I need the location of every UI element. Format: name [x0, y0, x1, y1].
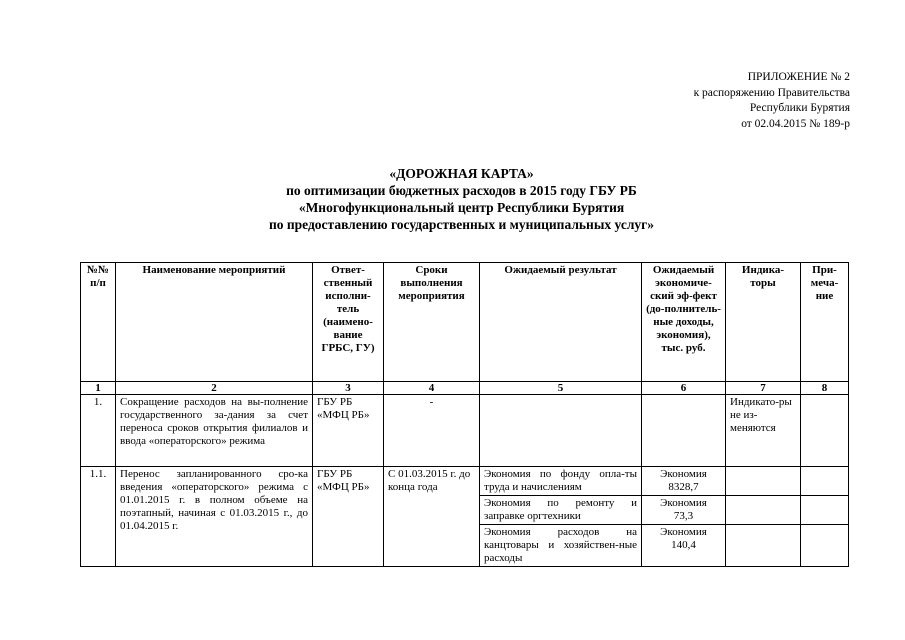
row-indicators: Индикато-ры не из-меняются — [726, 395, 801, 467]
row-indicators — [726, 496, 801, 525]
roadmap-table — [80, 262, 849, 567]
effect-label: Экономия — [660, 497, 707, 509]
row-num: 1.1. — [81, 467, 116, 567]
row-result — [480, 395, 642, 467]
effect-value: 140,4 — [671, 539, 696, 551]
appendix-block — [694, 70, 850, 132]
header-responsible: Ответ-ственный исполни-тель (наимено-вание ГРБС, ГУ) — [313, 263, 384, 382]
row-responsible: ГБУ РБ «МФЦ РБ» — [313, 467, 384, 567]
row-effect — [642, 496, 726, 525]
column-number: 4 — [384, 382, 480, 395]
row-name: Перенос запланированного сро-ка введения «операторского» режима с 01.01.2015 г. в полном объеме на поэтапный, начиная с 01.03.2015 г., до 01.04.2015 г. — [116, 467, 313, 567]
effect-value: 73,3 — [673, 510, 694, 522]
header-result: Ожидаемый результат — [480, 263, 642, 382]
effect-label: Экономия — [660, 526, 707, 538]
row-num: 1. — [81, 395, 116, 467]
appendix-date: от 02.04.2015 № 189-р — [741, 117, 850, 130]
title-line-3: «Многофункциональный центр Республики Бурятия — [298, 200, 625, 215]
appendix-republic: Республики Бурятия — [749, 102, 850, 114]
row-responsible: ГБУ РБ «МФЦ РБ» — [313, 395, 384, 467]
header-num: №№ п/п — [81, 263, 116, 382]
document-title — [0, 165, 905, 233]
header-indicators: Индика-торы — [726, 263, 801, 382]
header-note: При-меча-ние — [801, 263, 849, 382]
title-line-2: по оптимизации бюджетных расходов в 2015 году ГБУ РБ — [286, 183, 637, 198]
row-effect — [642, 467, 726, 496]
row-result: Экономия по ремонту и заправке оргтехники — [480, 496, 642, 525]
appendix-title: ПРИЛОЖЕНИЕ № 2 — [747, 71, 850, 83]
column-number: 1 — [81, 382, 116, 395]
row-indicators — [726, 525, 801, 567]
row-note — [801, 395, 849, 467]
row-effect — [642, 525, 726, 567]
row-indicators — [726, 467, 801, 496]
row-result: Экономия расходов на канцтовары и хозяйствен-ные расходы — [480, 525, 642, 567]
column-number-row — [81, 382, 849, 395]
column-number: 2 — [116, 382, 313, 395]
table-row — [81, 395, 849, 467]
row-result: Экономия по фонду опла-ты труда и начислениям — [480, 467, 642, 496]
effect-value: 8328,7 — [668, 481, 699, 493]
row-term: - — [384, 395, 480, 467]
row-note — [801, 467, 849, 496]
effect-label: Экономия — [660, 468, 707, 480]
table-row — [81, 467, 849, 496]
row-note — [801, 496, 849, 525]
appendix-order: к распоряжению Правительства — [693, 86, 850, 99]
header-name: Наименование мероприятий — [116, 263, 313, 382]
column-number: 8 — [801, 382, 849, 395]
row-effect — [642, 395, 726, 467]
row-note — [801, 525, 849, 567]
column-number: 6 — [642, 382, 726, 395]
header-term: Сроки выполнения мероприятия — [384, 263, 480, 382]
row-name: Сокращение расходов на вы-полнение государственного за-дания за счет переноса сроков открытия филиалов и ввода «операторского» режима — [116, 395, 313, 467]
column-number: 3 — [313, 382, 384, 395]
title-line-1: «ДОРОЖНАЯ КАРТА» — [389, 166, 534, 181]
column-number: 5 — [480, 382, 642, 395]
table-header-row — [81, 263, 849, 382]
column-number: 7 — [726, 382, 801, 395]
row-term: С 01.03.2015 г. до конца года — [384, 467, 480, 567]
title-line-4: по предоставлению государственных и муниципальных услуг» — [268, 217, 655, 232]
header-effect: Ожидаемый экономиче-ский эф-фект (до-полнитель-ные доходы, экономия), тыс. руб. — [642, 263, 726, 382]
